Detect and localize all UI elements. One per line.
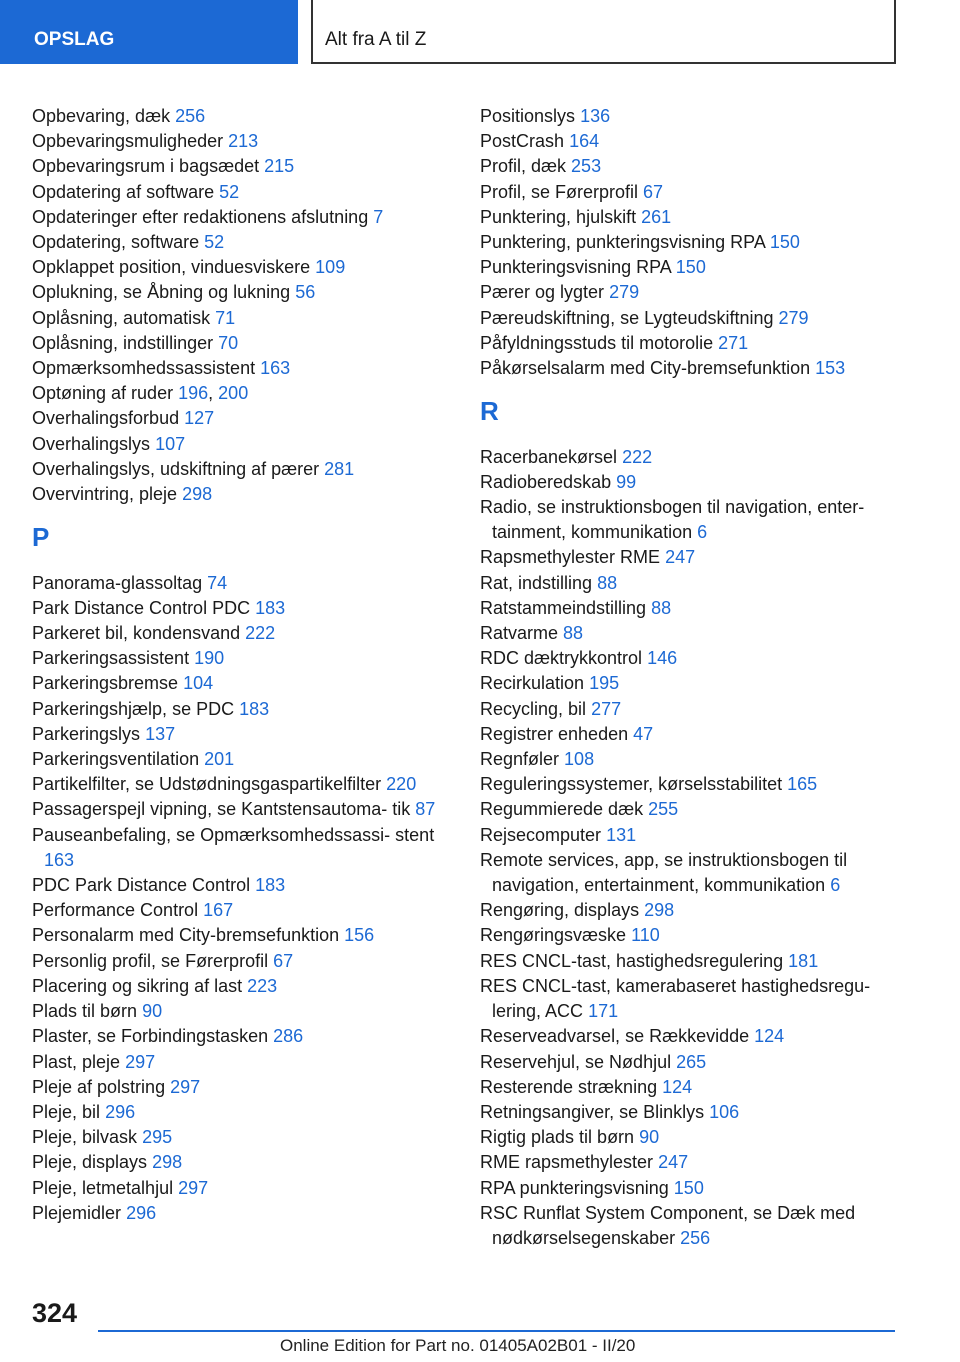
page-reference-link[interactable]: 296 <box>126 1202 157 1223</box>
index-entry <box>480 180 900 205</box>
index-term: Påfyldningsstuds til motorolie <box>480 332 714 353</box>
page-reference-link[interactable]: 190 <box>194 648 225 669</box>
page-reference-link[interactable]: 271 <box>718 332 749 353</box>
index-term: Opbevaring, dæk <box>32 106 171 126</box>
index-term: Oplåsning, automatisk <box>32 307 211 328</box>
index-entry <box>480 1024 900 1049</box>
index-entry <box>32 747 462 772</box>
index-entry <box>32 356 462 381</box>
index-term: Overvintring, pleje <box>32 484 178 505</box>
page-reference-link[interactable]: 167 <box>203 900 234 921</box>
index-entry <box>480 974 900 1024</box>
index-term: Registrer enheden <box>480 723 629 744</box>
index-entry <box>480 1075 900 1100</box>
index-term: Plast, pleje <box>32 1051 121 1072</box>
page-reference-link[interactable]: 163 <box>44 849 75 870</box>
page-reference-link[interactable]: 220 <box>386 774 417 795</box>
page-title: Alt fra A til Z <box>325 29 427 50</box>
index-term: PostCrash <box>480 131 565 152</box>
index-entry <box>480 722 900 747</box>
index-entry: Optøning af ruder 196, 200 <box>32 383 249 404</box>
index-entry <box>32 104 462 129</box>
index-entry <box>32 1150 462 1175</box>
page-reference-link[interactable]: 265 <box>676 1051 707 1072</box>
page-reference-link[interactable]: 215 <box>264 156 295 177</box>
index-term: Rengøringsvæske <box>480 925 627 946</box>
index-entry <box>32 482 462 507</box>
page-reference-link[interactable]: 110 <box>631 925 660 946</box>
index-term: Pleje, bilvask <box>32 1127 138 1148</box>
page-reference-link[interactable]: 164 <box>569 131 600 152</box>
page-reference-link[interactable]: 279 <box>609 282 640 303</box>
index-entry <box>480 356 900 381</box>
index-entry <box>480 646 900 671</box>
index-entry <box>32 1125 462 1150</box>
page-reference-link[interactable]: 47 <box>633 723 654 744</box>
index-term: Recirkulation <box>480 673 585 694</box>
index-term: Reservehjul, se Nødhjul <box>480 1051 672 1072</box>
page-reference-link[interactable]: 156 <box>344 925 375 946</box>
index-term: Ratvarme <box>480 623 559 644</box>
index-term: Plads til børn <box>32 1001 138 1022</box>
page-reference-link[interactable]: 256 <box>680 1227 711 1248</box>
index-entry <box>32 1024 462 1049</box>
page-reference-link[interactable]: 222 <box>622 446 653 467</box>
index-term: Recycling, bil <box>480 698 587 719</box>
index-entry <box>32 999 462 1024</box>
index-term: Opdateringer efter redaktionens afslutning <box>32 206 369 227</box>
index-entry <box>32 1176 462 1201</box>
index-entry <box>480 772 900 797</box>
index-term: RDC dæktrykkontrol <box>480 648 643 669</box>
page-reference-link[interactable]: 213 <box>228 131 259 152</box>
index-entry <box>32 1075 462 1100</box>
index-entry <box>32 923 462 948</box>
index-term: Remote services, app, se instruktionsbogen til navigation, entertainment, kommunikation <box>480 849 848 896</box>
page-reference-link[interactable]: 150 <box>769 232 800 253</box>
index-term: Oplukning, se Åbning og lukning <box>32 282 291 303</box>
page-reference-link[interactable]: 181 <box>788 950 819 971</box>
page-reference-link[interactable]: 255 <box>648 799 679 820</box>
page-reference-link[interactable]: 298 <box>152 1152 183 1173</box>
index-term: Panorama-glassoltag <box>32 572 203 593</box>
index-entry <box>480 1100 900 1125</box>
index-entry <box>32 797 462 822</box>
page-reference-link[interactable]: 183 <box>239 698 270 719</box>
index-term: Rejsecomputer <box>480 824 602 845</box>
page-reference-link[interactable]: 200 <box>218 383 249 404</box>
index-term: Pæreudskiftning, se Lygteudskiftning <box>480 307 774 328</box>
page-reference-link[interactable]: 195 <box>589 673 620 694</box>
index-entry <box>480 923 900 948</box>
index-entry <box>480 470 900 495</box>
index-term: Pleje, letmetalhjul <box>32 1177 174 1198</box>
index-term: Ratstammeindstilling <box>480 597 647 618</box>
index-entry <box>32 457 462 482</box>
page-reference-link[interactable]: 201 <box>204 749 235 770</box>
index-term: Parkeret bil, kondensvand <box>32 623 241 644</box>
page-reference-link[interactable]: 298 <box>644 900 675 921</box>
index-entry <box>32 646 462 671</box>
index-entry <box>480 898 900 923</box>
index-term: Passagerspejl vipning, se Kantstensautoma- tik <box>32 799 411 820</box>
index-entry <box>32 1201 462 1226</box>
index-term: RPA punkteringsvisning <box>480 1177 669 1198</box>
page-reference-link[interactable]: 297 <box>178 1177 209 1198</box>
index-term: Punkteringsvisning RPA <box>480 257 671 278</box>
index-term: Opklappet position, vinduesviskere <box>32 257 311 278</box>
index-entry <box>32 406 462 431</box>
page-reference-link[interactable]: 67 <box>643 181 664 202</box>
page-reference-link[interactable]: 90 <box>142 1001 163 1022</box>
index-term: Opdatering af software <box>32 181 215 202</box>
page-reference-link[interactable]: 247 <box>658 1152 689 1173</box>
index-term: Placering og sikring af last <box>32 975 243 996</box>
header-title-box <box>311 0 896 64</box>
page-reference-link[interactable]: 253 <box>571 156 602 177</box>
index-term: Punktering, punkteringsvisning RPA <box>480 232 765 253</box>
page-reference-link[interactable]: 247 <box>665 547 696 568</box>
index-entry <box>480 331 900 356</box>
index-term: Overhalingslys, udskiftning af pærer <box>32 458 320 479</box>
index-entry <box>480 1201 900 1251</box>
index-entry <box>480 1176 900 1201</box>
page-reference-link[interactable]: 127 <box>184 408 215 429</box>
index-term: Parkeringshjælp, se PDC <box>32 698 235 719</box>
page-reference-link[interactable]: 150 <box>673 1177 704 1198</box>
index-entry <box>32 596 462 621</box>
page-reference-link[interactable]: 124 <box>754 1026 785 1047</box>
index-term: RES CNCL-tast, kamerabaseret hastighedsregu- lering, ACC <box>480 975 871 1022</box>
index-entry <box>480 596 900 621</box>
page-reference-link[interactable]: 146 <box>647 648 678 669</box>
index-term: Opbevaringsmuligheder <box>32 131 224 152</box>
page-reference-link[interactable]: 90 <box>639 1127 660 1148</box>
index-term: Opmærksomhedssassistent <box>32 358 256 379</box>
index-entry <box>32 1100 462 1125</box>
index-entry <box>32 205 462 230</box>
index-entry <box>480 205 900 230</box>
index-term: Opdatering, software <box>32 232 200 253</box>
page-reference-link[interactable]: 56 <box>295 282 316 303</box>
section-label: OPSLAG <box>34 29 115 50</box>
index-term: Positionslys <box>480 106 576 126</box>
index-term: Overhalingslys <box>32 433 151 454</box>
index-entry <box>480 280 900 305</box>
footer-edition: Online Edition for Part no. 01405A02B01 - II/20 <box>280 1336 636 1355</box>
index-term: Radio, se instruktionsbogen til navigation, enter- tainment, kommunikation <box>480 497 865 543</box>
page-reference-link[interactable]: 107 <box>155 433 186 454</box>
page-reference-link[interactable]: 279 <box>778 307 809 328</box>
page-reference-link[interactable]: 52 <box>204 232 225 253</box>
index-letter-heading: P <box>32 522 50 553</box>
index-term: Rapsmethylester RME <box>480 547 661 568</box>
index-term: Rengøring, displays <box>480 900 640 921</box>
index-letter-heading: R <box>480 396 499 427</box>
index-entry <box>32 772 462 797</box>
page-reference-link[interactable]: 52 <box>219 181 240 202</box>
index-entry <box>32 331 462 356</box>
index-entry <box>32 722 462 747</box>
page-reference-link[interactable]: 88 <box>597 572 618 593</box>
index-term: Parkeringsassistent <box>32 648 190 669</box>
page-reference-link[interactable]: 298 <box>182 484 213 505</box>
index-entry <box>480 255 900 280</box>
page-reference-link[interactable]: 6 <box>830 875 841 896</box>
index-entry <box>32 949 462 974</box>
page-reference-link[interactable]: 165 <box>787 774 818 795</box>
page-reference-link[interactable]: 222 <box>245 623 276 644</box>
index-entry <box>32 671 462 696</box>
page-reference-link[interactable]: 136 <box>580 106 611 126</box>
index-entry <box>32 180 462 205</box>
page-reference-link[interactable]: 6 <box>697 522 708 543</box>
page-reference-link[interactable]: 196 <box>178 383 209 404</box>
index-entry <box>32 571 462 596</box>
page-reference-link[interactable]: 88 <box>651 597 672 618</box>
page-reference-link[interactable]: 295 <box>142 1127 173 1148</box>
index-entry <box>480 495 900 545</box>
index-term: Profil, se Førerprofil <box>480 181 639 202</box>
index-term: RME rapsmethylester <box>480 1152 654 1173</box>
index-entry <box>32 280 462 305</box>
index-entry <box>480 949 900 974</box>
page-reference-link[interactable]: 277 <box>591 698 622 719</box>
index-entry <box>32 306 462 331</box>
page-reference-link[interactable]: 183 <box>255 597 286 618</box>
index-term: Rigtig plads til børn <box>480 1127 635 1148</box>
index-term: Pærer og lygter <box>480 282 605 303</box>
index-term: Partikelfilter, se Udstødningsgaspartikelfilter <box>32 774 382 795</box>
index-term: Radioberedskab <box>480 471 612 492</box>
index-term: Plaster, se Forbindingstasken <box>32 1026 269 1047</box>
index-entry <box>480 823 900 848</box>
index-term: Rat, indstilling <box>480 572 593 593</box>
index-entry <box>480 571 900 596</box>
index-entry <box>480 230 900 255</box>
index-entry <box>480 445 900 470</box>
index-term: Plejemidler <box>32 1202 122 1223</box>
page-reference-link[interactable]: 74 <box>207 572 228 593</box>
page-reference-link[interactable]: 261 <box>641 206 672 227</box>
index-entry <box>32 129 462 154</box>
index-term: Retningsangiver, se Blinklys <box>480 1101 705 1122</box>
page-reference-link[interactable]: 297 <box>125 1051 156 1072</box>
index-term: Performance Control <box>32 900 199 921</box>
index-term: Personlig profil, se Førerprofil <box>32 950 269 971</box>
index-term: Opbevaringsrum i bagsædet <box>32 156 260 177</box>
index-term: Regummierede dæk <box>480 799 644 820</box>
index-entry <box>480 797 900 822</box>
index-term: Reserveadvarsel, se Rækkevidde <box>480 1026 750 1047</box>
page-reference-link[interactable]: 150 <box>675 257 706 278</box>
index-entry <box>32 898 462 923</box>
index-term: Overhalingsforbud <box>32 408 180 429</box>
index-term: Pleje af polstring <box>32 1076 166 1097</box>
index-term: Parkeringsventilation <box>32 749 200 770</box>
index-entry <box>32 1050 462 1075</box>
index-term: Regnføler <box>480 749 560 770</box>
index-term: RES CNCL-tast, hastighedsregulering <box>480 950 784 971</box>
index-term: Racerbanekørsel <box>480 446 618 467</box>
page-reference-link[interactable]: 171 <box>588 1001 619 1022</box>
page-reference-link[interactable]: 70 <box>218 332 239 353</box>
index-entry <box>32 432 462 457</box>
index-term: Reguleringssystemer, kørselsstabilitet <box>480 774 783 795</box>
index-term: Optøning af ruder <box>32 383 174 404</box>
page-reference-link[interactable]: 124 <box>662 1076 693 1097</box>
page-reference-link[interactable]: 281 <box>324 458 355 479</box>
index-entry <box>480 1125 900 1150</box>
page-reference-link[interactable]: 108 <box>564 749 595 770</box>
index-entry <box>32 697 462 722</box>
index-column-left <box>32 104 462 1226</box>
footer-rule <box>98 1330 895 1332</box>
index-entry <box>32 154 462 179</box>
page-reference-link[interactable]: 256 <box>175 106 206 126</box>
index-entry <box>480 671 900 696</box>
page-reference-link[interactable]: 7 <box>373 206 384 227</box>
index-entry <box>480 154 900 179</box>
index-entry <box>32 621 462 646</box>
page-reference-link[interactable]: 67 <box>273 950 294 971</box>
index-term: Pleje, displays <box>32 1152 148 1173</box>
index-entry <box>480 104 900 129</box>
page-reference-link[interactable]: 153 <box>815 358 846 379</box>
index-entry <box>32 255 462 280</box>
page-reference-link[interactable]: 71 <box>215 307 236 328</box>
index-entry <box>32 873 462 898</box>
index-term: Personalarm med City-bremsefunktion <box>32 925 340 946</box>
index-term: Punktering, hjulskift <box>480 206 637 227</box>
index-entry <box>480 1050 900 1075</box>
page-reference-link[interactable]: 286 <box>273 1026 304 1047</box>
page-reference-link[interactable]: 296 <box>105 1101 136 1122</box>
index-entry <box>480 621 900 646</box>
page-reference-link[interactable]: 223 <box>247 975 278 996</box>
page-number: 324 <box>32 1298 78 1328</box>
index-term: Parkeringsbremse <box>32 673 179 694</box>
page-reference-link[interactable]: 109 <box>315 257 346 278</box>
index-term: Resterende strækning <box>480 1076 658 1097</box>
index-entry <box>480 545 900 570</box>
page-reference-link[interactable]: 88 <box>563 623 584 644</box>
page-reference-link[interactable]: 87 <box>415 799 436 820</box>
page-reference-link[interactable]: 163 <box>260 358 291 379</box>
index-term: Pauseanbefaling, se Opmærksomhedssassi- stent <box>32 824 435 845</box>
index-entry <box>32 823 462 873</box>
index-entry <box>480 1150 900 1175</box>
index-entry <box>480 306 900 331</box>
index-entry <box>32 230 462 255</box>
index-term: PDC Park Distance Control <box>32 875 251 896</box>
page-reference-link[interactable]: 137 <box>145 723 176 744</box>
index-term: Oplåsning, indstillinger <box>32 332 214 353</box>
page-reference-link[interactable]: 131 <box>606 824 637 845</box>
page-reference-link[interactable]: 297 <box>170 1076 201 1097</box>
index-term: Park Distance Control PDC <box>32 597 251 618</box>
index-term: Parkeringslys <box>32 723 141 744</box>
index-term: Påkørselsalarm med City-bremsefunktion <box>480 358 811 379</box>
index-entry <box>480 848 900 898</box>
index-term: Profil, dæk <box>480 156 567 177</box>
page-reference-link[interactable]: 106 <box>709 1101 740 1122</box>
index-column-right <box>480 104 900 1251</box>
index-term: RSC Runflat System Component, se Dæk med nødkørselsegenskaber <box>480 1202 856 1248</box>
index-entry <box>480 747 900 772</box>
index-entry <box>480 697 900 722</box>
index-term: Pleje, bil <box>32 1101 101 1122</box>
section-tab <box>0 0 298 64</box>
page-reference-link[interactable]: 104 <box>183 673 214 694</box>
page-reference-link[interactable]: 99 <box>616 471 637 492</box>
index-entry <box>480 129 900 154</box>
page-reference-link[interactable]: 183 <box>255 875 286 896</box>
index-entry <box>32 974 462 999</box>
